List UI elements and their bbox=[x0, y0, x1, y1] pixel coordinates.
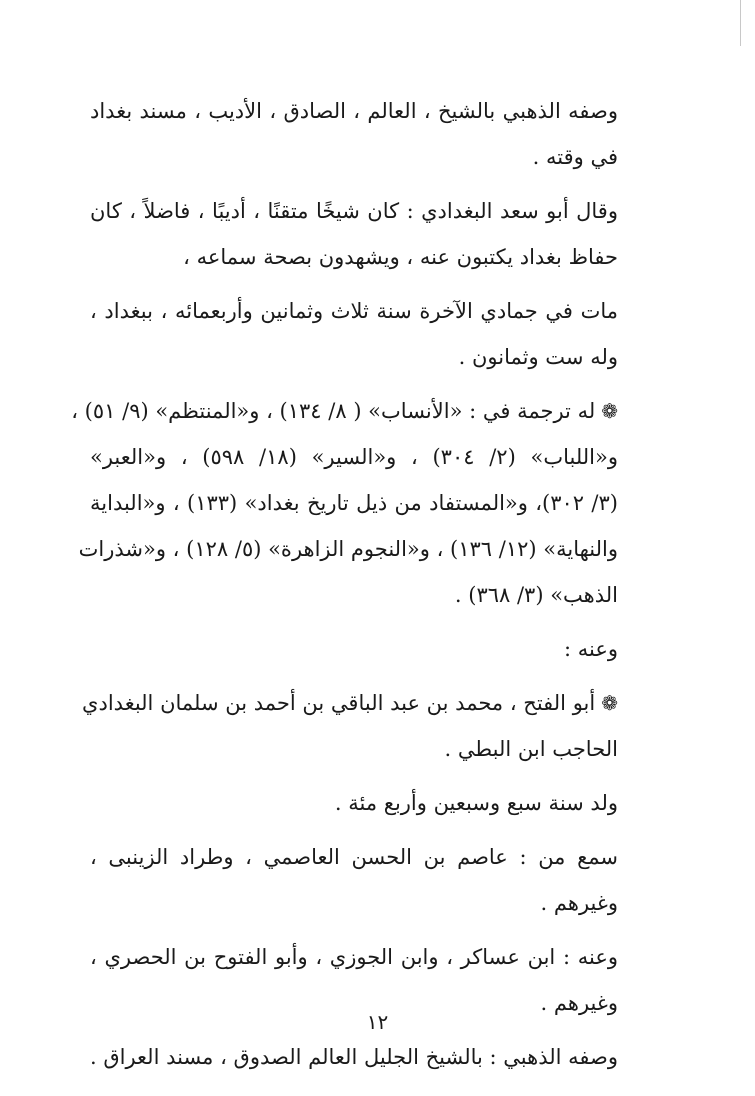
text-line: الحاجب ابن البطي . bbox=[444, 737, 618, 761]
paragraph-abu-saad-quote bbox=[90, 188, 640, 280]
text-line: سمع من : عاصم بن الحسن العاصمي ، وطراد الزينبى ، bbox=[90, 845, 618, 869]
text-line: حفاظ بغداد يكتبون عنه ، ويشهدون بصحة سماعه ، bbox=[183, 245, 618, 269]
text-line: وصفه الذهبي : بالشيخ الجليل العالم الصدوق ، مسند العراق . bbox=[89, 1045, 618, 1069]
text-line bbox=[82, 680, 640, 726]
paragraph-birth-date bbox=[90, 780, 640, 826]
text-line: ولد سنة سبع وسبعين وأربع مئة . bbox=[334, 791, 618, 815]
paragraph-heard-from bbox=[90, 834, 640, 926]
text-line bbox=[71, 388, 640, 434]
paragraph-biography-sources bbox=[71, 388, 640, 618]
paragraph-death-date bbox=[90, 288, 640, 380]
text-line: و«اللباب» (٢/ ٣٠٤) ، و«السير» (١٨/ ٥٩٨) ، و«العبر» bbox=[90, 445, 618, 469]
text-line: وغيرهم . bbox=[540, 991, 618, 1015]
text-line: وله ست وثمانون . bbox=[458, 345, 618, 369]
text-line: الذهب» (٣/ ٣٦٨) . bbox=[454, 583, 618, 607]
text-line: (٣/ ٣٠٢)، و«المستفاد من ذيل تاريخ بغداد» (١٣٣) ، و«البداية bbox=[90, 491, 618, 515]
star-bullet-icon: ❁ bbox=[601, 399, 618, 423]
scan-edge-line bbox=[740, 0, 741, 46]
text-line: في وقته . bbox=[532, 145, 618, 169]
text-line: وقال أبو سعد البغدادي : كان شيخًا متقنًا ، أديبًا ، فاضلاً ، كان bbox=[90, 199, 618, 223]
main-text bbox=[71, 88, 640, 1088]
text-line-content: أبو الفتح ، محمد بن عبد الباقي بن أحمد بن سلمان البغدادي bbox=[82, 691, 596, 715]
text-line: والنهاية» (١٢/ ١٣٦) ، و«النجوم الزاهرة» (٥/ ١٢٨) ، و«شذرات bbox=[78, 537, 618, 561]
text-line: وصفه الذهبي بالشيخ ، العالم ، الصادق ، الأديب ، مسند بغداد bbox=[90, 99, 618, 123]
star-bullet-icon: ❁ bbox=[601, 691, 618, 715]
paragraph-dhahabi-praise bbox=[90, 1034, 640, 1080]
text-line: وعنه : bbox=[563, 637, 618, 661]
paragraph-and-from-him bbox=[90, 626, 640, 672]
text-line: وعنه : ابن عساكر ، وابن الجوزي ، وأبو الفتوح بن الحصري ، bbox=[90, 945, 618, 969]
paragraph-abu-al-fath-entry bbox=[82, 680, 640, 772]
text-line: مات في جمادي الآخرة سنة ثلاث وثمانين وأربعمائه ، ببغداد ، bbox=[90, 299, 618, 323]
text-line-content: له ترجمة في : «الأنساب» ( ٨/ ١٣٤) ، و«المنتظم» (٩/ ٥١) ، bbox=[71, 399, 596, 423]
paragraph-dhahabi-description bbox=[90, 88, 640, 180]
page-number: ١٢ bbox=[366, 1010, 389, 1034]
text-line: وغيرهم . bbox=[540, 891, 618, 915]
